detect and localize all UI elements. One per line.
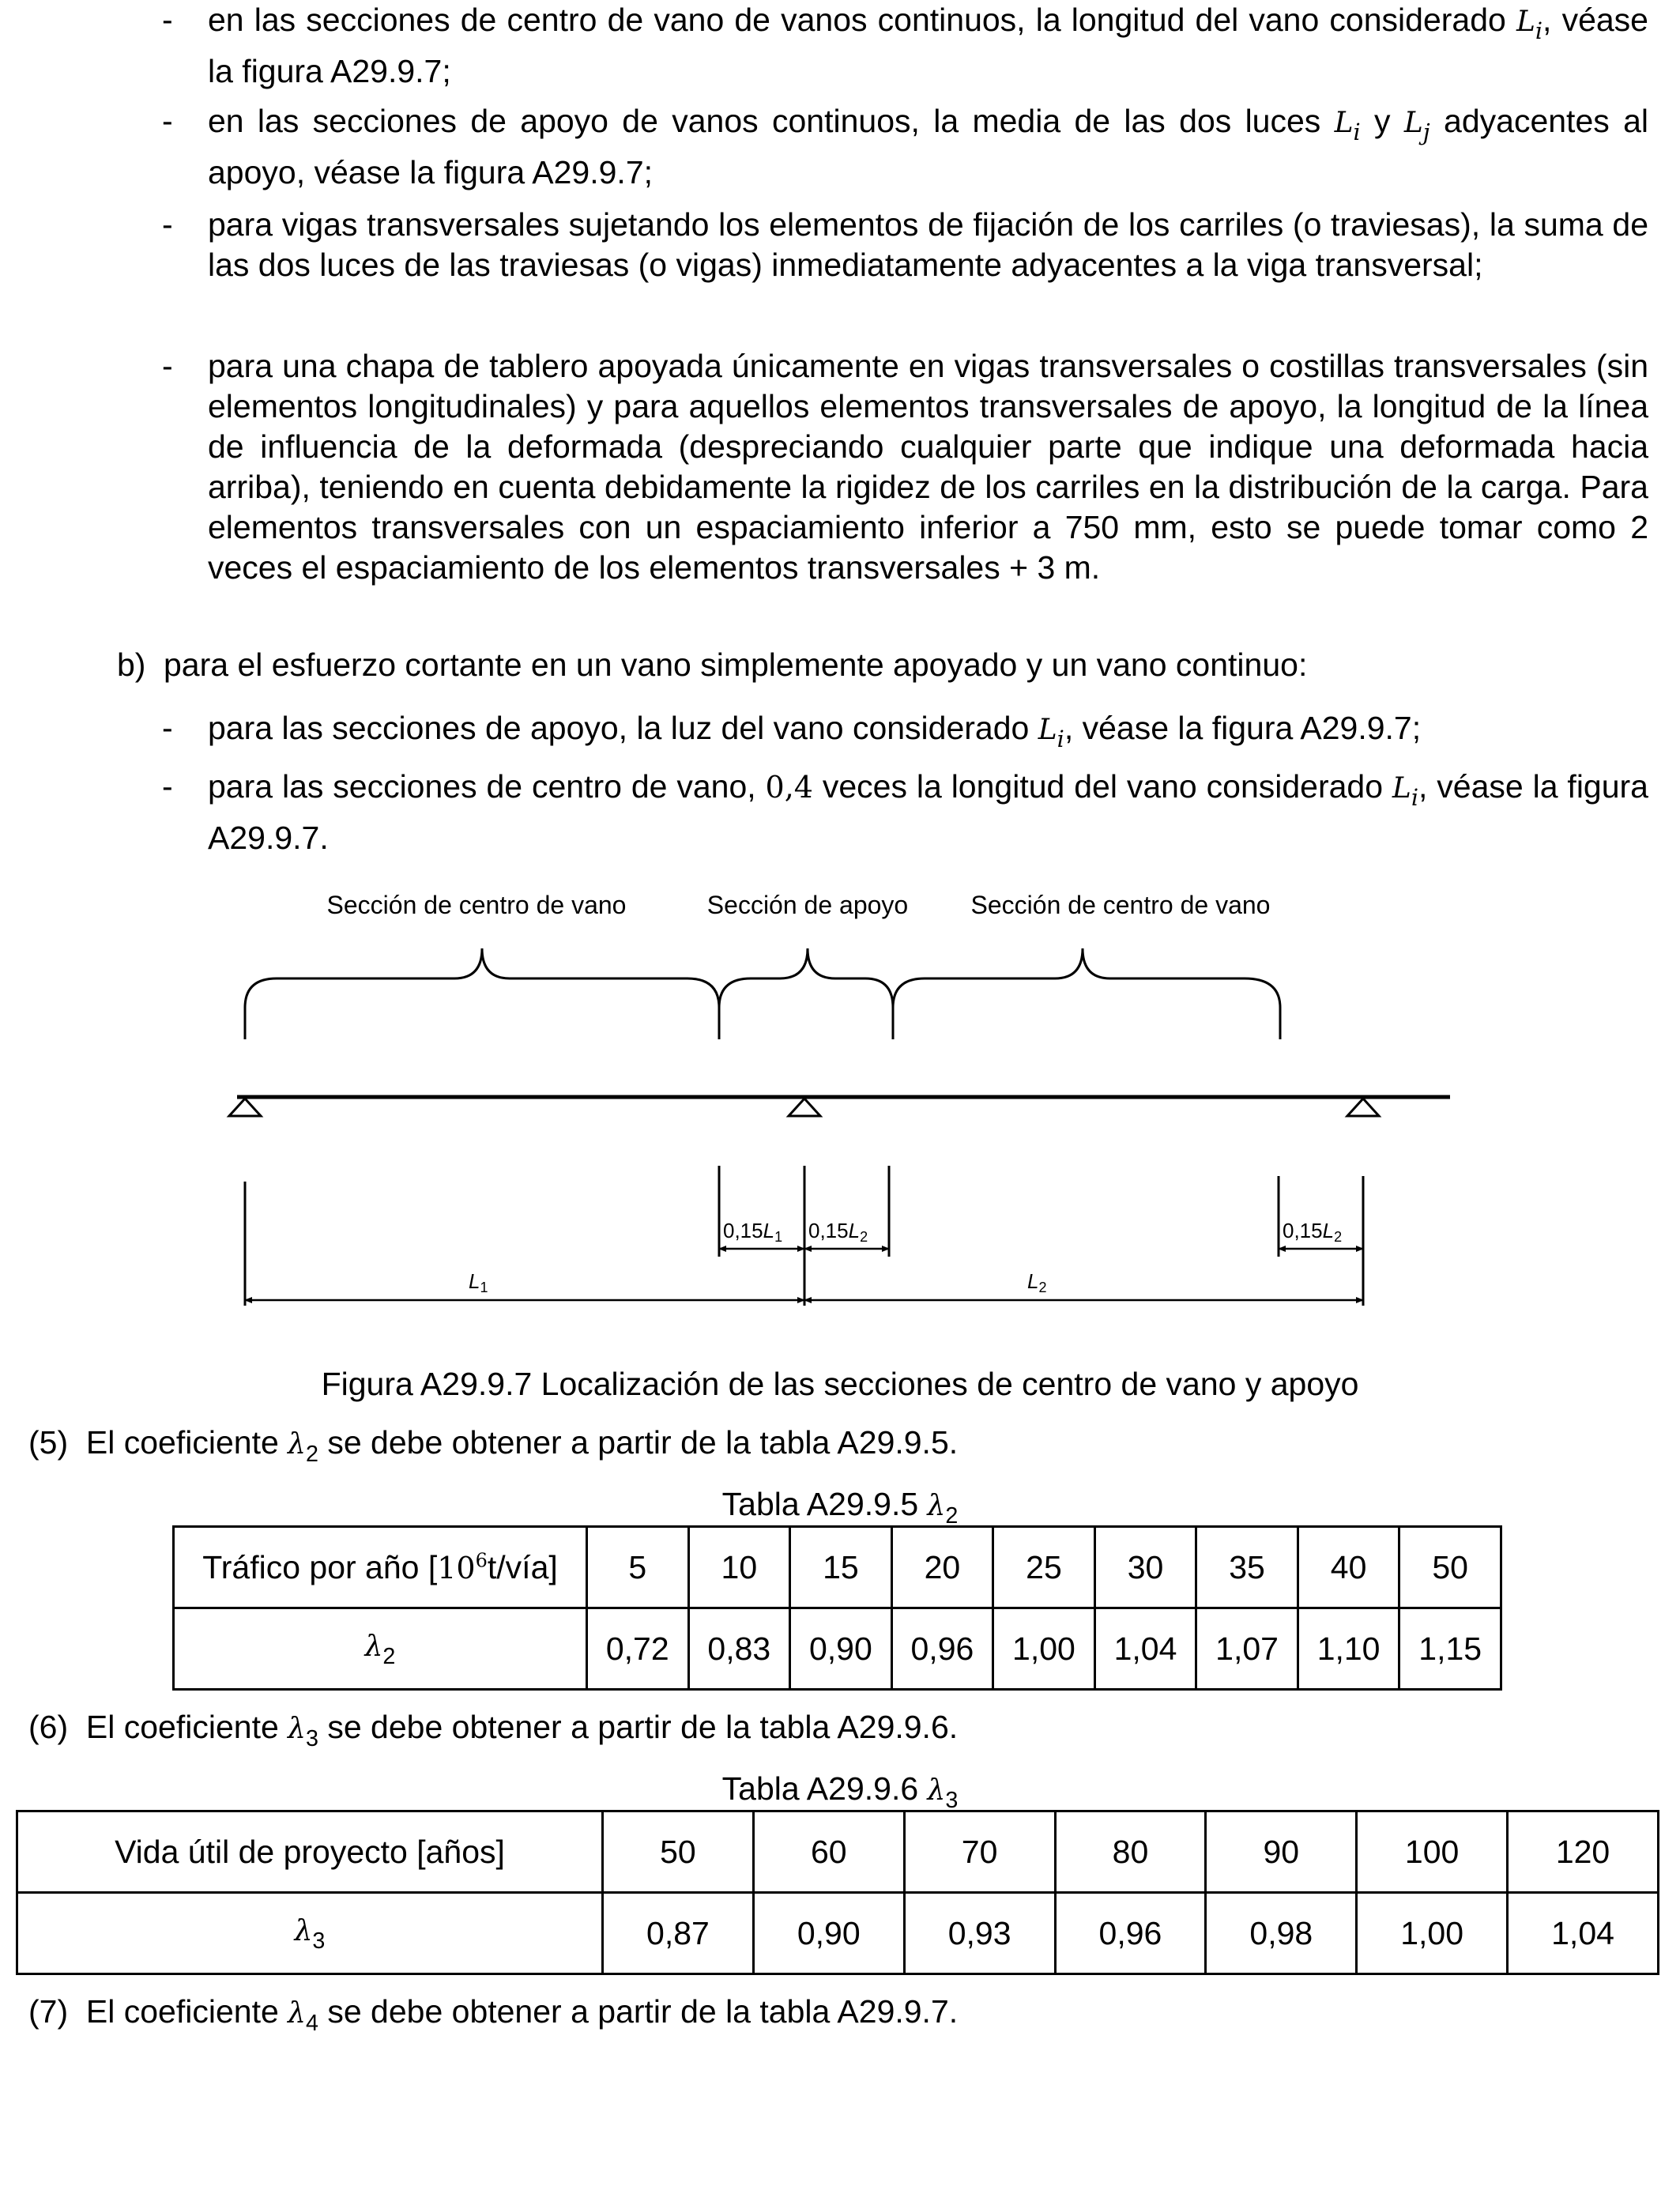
list-dash: - [162,348,173,384]
table-cell: 0,83 [688,1608,790,1690]
table-cell: 40 [1298,1527,1399,1608]
paragraph-7: (7) El coeficiente $\lambda_4$ se debe obtener a partir de la tabla A29.9.7. [28,1993,959,2037]
paragraph-6: (6) El coeficiente $\lambda_3$ se debe obtener a partir de la tabla A29.9.6. [28,1709,959,1752]
table-cell: 1,15 [1399,1608,1501,1690]
table-header-cell: $\lambda_3$ [17,1893,603,1974]
table-cell: 1,04 [1508,1893,1659,1974]
table-lambda2 [172,1525,1502,1691]
item-b-text: para el esfuerzo cortante en un vano simplemente apoyado y un vano continuo: [164,647,1308,683]
support-right [1347,1099,1379,1116]
span-sections-figure [0,877,1680,1336]
table-cell: 0,90 [753,1893,904,1974]
table-cell: 1,04 [1094,1608,1196,1690]
table-cell: 0,87 [603,1893,754,1974]
table-6-title: Tabla A29.9.6 $\lambda_3$ [721,1770,959,1814]
list-item-a2: en las secciones de apoyo de vanos continuos, la media de las dos luces $L_i$ y $L_j$ adyacentes al apoyo, véase la figura A29.9.7; [208,103,1648,191]
label-midspan-left: Sección de centro de vano [326,891,627,919]
table-cell: 0,93 [904,1893,1055,1974]
table-cell: 1,00 [993,1608,1095,1690]
brace-midspan-left [245,948,719,1039]
list-item-a4: para una chapa de tablero apoyada únicamente en vigas transversales o costillas transversales (sin elementos longitudinales) y para aquellos elementos transversales de apoyo, la longitud de la línea de influencia de la deformada (despreciando cualquier parte que indique una deformada hacia arriba), teniendo en cuenta debidamente la rigidez de los carriles en la distribución de la carga. Para elementos transversales con un espaciamiento inferior a 750 mm, esto se puede tomar como 2 veces el espaciamiento de los elementos transversales + 3 m. [208,348,1648,586]
table-row [17,1811,1659,1893]
table-cell: 70 [904,1811,1055,1893]
brace-support [719,948,893,1039]
figure-caption: Figura A29.9.7 Localización de las secciones de centro de vano y apoyo [321,1366,1359,1402]
dimension-label-0-15L1: 0,15L1 [723,1219,783,1245]
table-cell: 15 [790,1527,892,1608]
table-row [174,1527,1501,1608]
table-5-title: Tabla A29.9.5 $\lambda_2$ [721,1486,959,1529]
table-row [174,1608,1501,1690]
list-dash: - [162,103,173,139]
table-cell: 25 [993,1527,1095,1608]
support-left [229,1099,261,1116]
brace-midspan-right [893,948,1280,1039]
paragraph-5: (5) El coeficiente $\lambda_2$ se debe obtener a partir de la tabla A29.9.5. [28,1424,959,1468]
support-middle [789,1099,820,1116]
table-header-cell: Vida útil de proyecto [años] [17,1811,603,1893]
table-header-cell: $\lambda_2$ [174,1608,587,1690]
dimension-label-L1: L1 [469,1269,488,1295]
table-cell: 20 [891,1527,993,1608]
list-dash: - [162,2,173,38]
table-cell: 60 [753,1811,904,1893]
dimension-label-L2: L2 [1027,1269,1047,1295]
table-lambda3 [16,1810,1659,1975]
table-cell: 1,00 [1357,1893,1508,1974]
list-item-b1: para las secciones de apoyo, la luz del vano considerado $L_i$, véase la figura A29.9.7; [208,710,1422,753]
table-cell: 90 [1206,1811,1357,1893]
label-midspan-right: Sección de centro de vano [970,891,1271,919]
list-item-a1: en las secciones de centro de vano de vanos continuos, la longitud del vano considerado $L_i$, véase la figura A29.9.7; [208,2,1648,90]
table-cell: 120 [1508,1811,1659,1893]
table-cell: 35 [1196,1527,1298,1608]
table-cell: 10 [688,1527,790,1608]
item-b-label: b) [117,647,146,683]
list-item-b2: para las secciones de centro de vano, 0,4 veces la longitud del vano considerado $L_i$, véase la figura A29.9.7. [208,768,1648,857]
dimension-label-0-15L2-left: 0,15L2 [808,1219,868,1245]
list-dash: - [162,206,173,243]
table-cell: 5 [587,1527,689,1608]
list-dash: - [162,768,173,805]
dimension-label-0-15L2-right: 0,15L2 [1283,1219,1343,1245]
list-item-a3: para vigas transversales sujetando los elementos de fijación de los carriles (o traviesas), la suma de las dos luces de las traviesas (o vigas) inmediatamente adyacentes a la viga transversal; [208,206,1648,283]
table-cell: 0,98 [1206,1893,1357,1974]
list-dash: - [162,710,173,746]
table-cell: 50 [1399,1527,1501,1608]
table-cell: 0,96 [1055,1893,1206,1974]
label-support: Sección de apoyo [706,891,909,919]
table-cell: 80 [1055,1811,1206,1893]
table-header-cell: Tráfico por año $[10^6t/vía]$ [174,1527,587,1608]
table-cell: 100 [1357,1811,1508,1893]
table-cell: 50 [603,1811,754,1893]
table-cell: 1,10 [1298,1608,1399,1690]
table-cell: 0,96 [891,1608,993,1690]
table-cell: 0,90 [790,1608,892,1690]
table-cell: 30 [1094,1527,1196,1608]
table-cell: 1,07 [1196,1608,1298,1690]
table-cell: 0,72 [587,1608,689,1690]
table-row [17,1893,1659,1974]
